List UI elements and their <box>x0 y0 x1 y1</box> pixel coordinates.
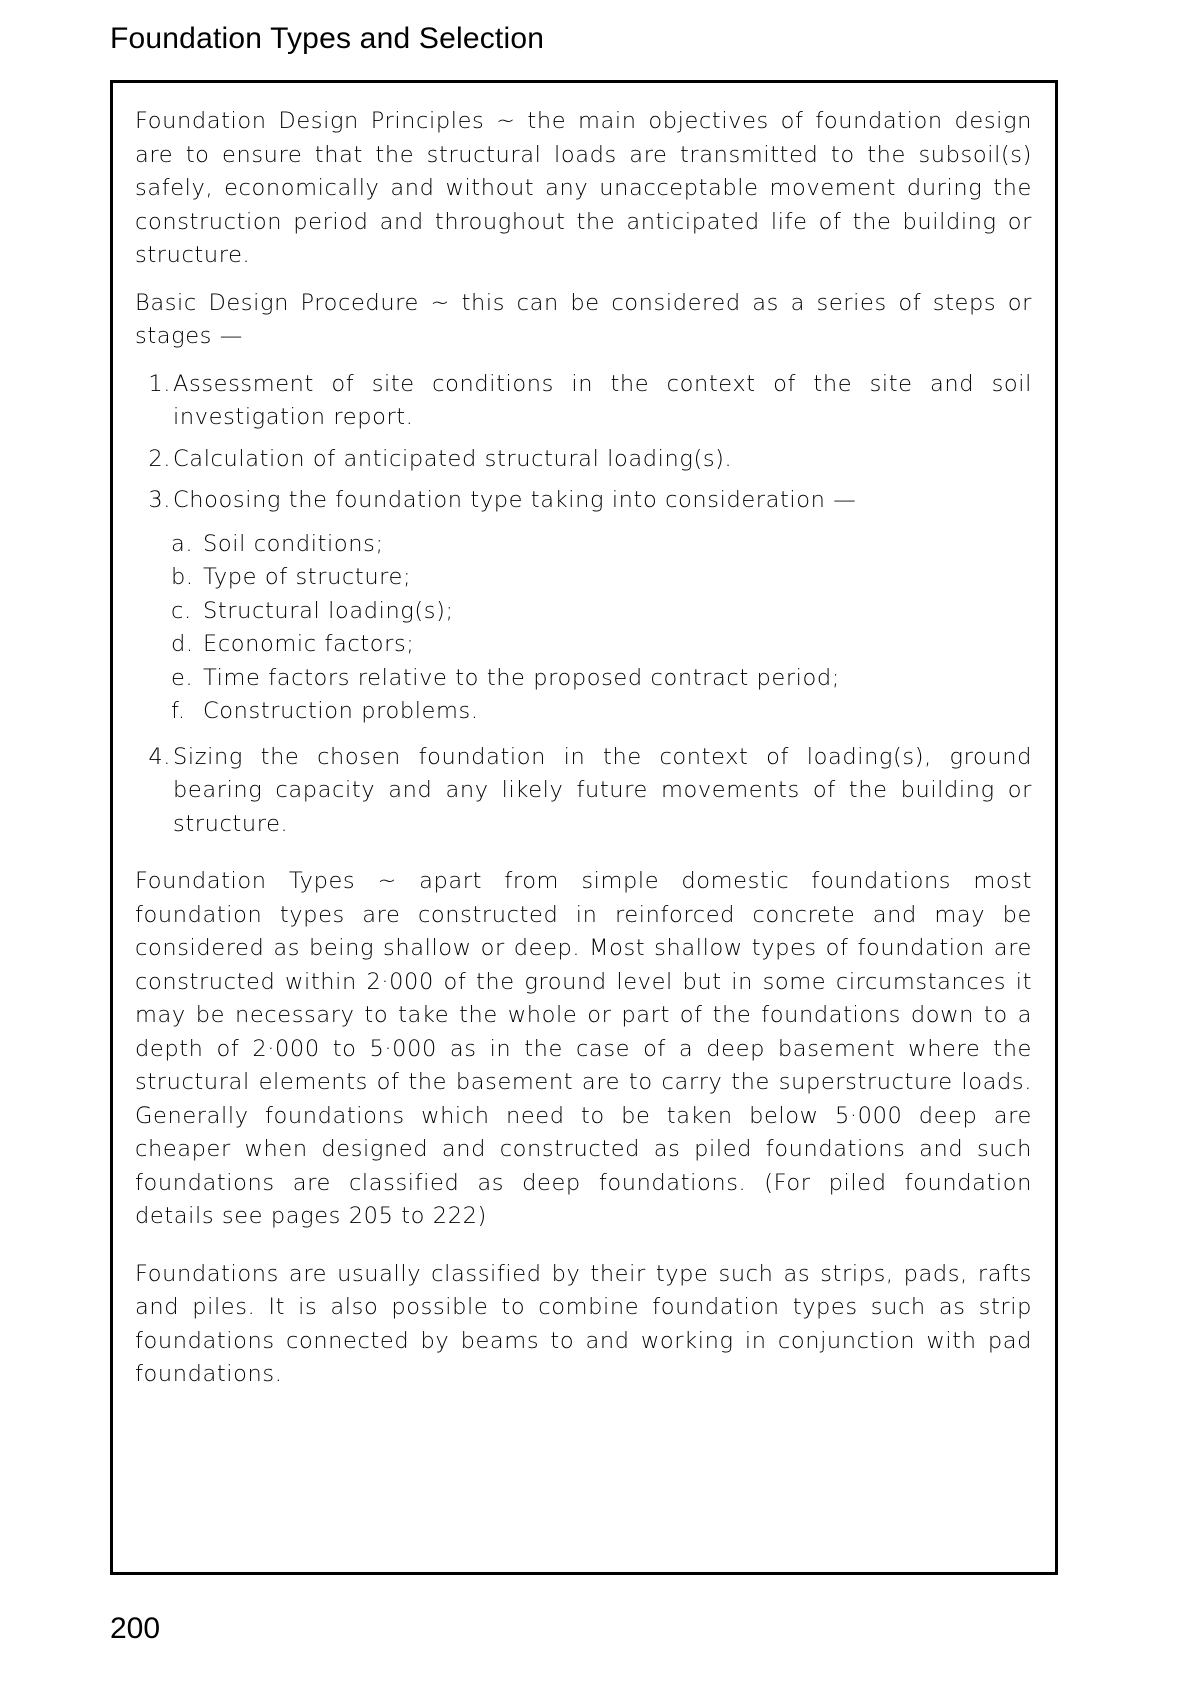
content-body <box>135 105 1032 1392</box>
consideration-text: Soil conditions; <box>203 530 384 557</box>
consideration-letter: b. <box>171 564 194 590</box>
step-text: Choosing the foundation type taking into consideration — <box>173 487 857 513</box>
step-number: 2. <box>148 445 171 472</box>
page-number: 200 <box>110 1612 161 1645</box>
consideration-letter: d. <box>171 631 194 657</box>
procedure-step <box>135 484 1032 518</box>
consideration-item <box>171 528 1032 562</box>
step-number: 1. <box>148 370 171 397</box>
consideration-item <box>171 595 1032 629</box>
step-text: Assessment of site conditions in the context of the site and soil investigation report. <box>173 370 1032 430</box>
consideration-letter: e. <box>171 664 194 691</box>
consideration-item <box>171 628 1032 662</box>
step-number: 3. <box>148 487 171 513</box>
consideration-list <box>171 528 1032 729</box>
procedure-step <box>135 368 1032 435</box>
procedure-steps <box>135 368 1032 518</box>
paragraph-design-principles: Foundation Design Principles ~ the main objectives of foundation design are to ensure that the structural loads are transmitted to the subsoil(s) safely, economically and without any unacceptable movement during the construction period and throughout the anticipated life of the building or structure. <box>135 108 1032 268</box>
paragraph-classification: Foundations are usually classified by their type such as strips, pads, rafts and piles. It is also possible to combine foundation types such as strip foundations connected by beams to and working in conjunction with pad foundations. <box>135 1260 1032 1387</box>
procedure-steps-continued <box>135 741 1032 842</box>
consideration-letter: c. <box>171 597 192 624</box>
consideration-letter: f. <box>171 698 186 724</box>
consideration-item <box>171 561 1032 595</box>
consideration-text: Economic factors; <box>203 631 415 657</box>
content-frame <box>110 80 1058 1575</box>
procedure-step <box>135 443 1032 477</box>
paragraph-design-procedure: Basic Design Procedure ~ this can be considered as a series of steps or stages — <box>135 289 1032 349</box>
consideration-item <box>171 695 1032 729</box>
step-number: 4. <box>148 743 171 770</box>
paragraph-foundation-types: Foundation Types ~ apart from simple domestic foundations most foundation types are constructed in reinforced concrete and may be considered as being shallow or deep. Most shallow types of foundation are constructed within 2·000 of the ground level but in some circumstances it may be necessary to take the whole or part of the foundations down to a depth of 2·000 to 5·000 as in the case of a deep basement where the structural elements of the basement are to carry the superstructure loads. Generally foundations which need to be taken below 5·000 deep are cheaper when designed and constructed as piled foundations and such foundations are classified as deep foundations. (For piled foundation details see pages 205 to 222) <box>135 868 1032 1229</box>
procedure-step <box>135 741 1032 842</box>
running-head: Foundation Types and Selection <box>110 22 545 55</box>
consideration-text: Construction problems. <box>203 698 479 724</box>
consideration-text: Time factors relative to the proposed contract period; <box>203 664 840 691</box>
step-text: Sizing the chosen foundation in the context of loading(s), ground bearing capacity and any likely future movements of the building or structure. <box>173 743 1032 837</box>
consideration-letter: a. <box>171 530 194 557</box>
consideration-item <box>171 662 1032 696</box>
consideration-text: Type of structure; <box>203 564 412 590</box>
step-text: Calculation of anticipated structural loading(s). <box>173 445 733 472</box>
consideration-text: Structural loading(s); <box>203 597 454 624</box>
